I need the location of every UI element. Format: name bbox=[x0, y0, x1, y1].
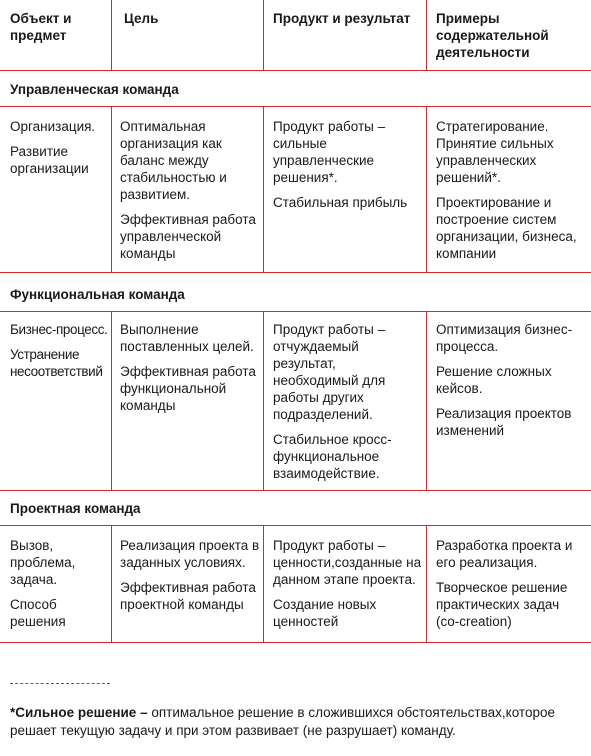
section-title-management: Управленческая команда bbox=[10, 82, 179, 97]
cell-object: Бизнес-процесс. Устранение несоответствий bbox=[10, 322, 108, 379]
column-divider bbox=[263, 311, 264, 490]
column-divider bbox=[111, 525, 112, 642]
column-divider bbox=[263, 106, 264, 272]
header-goal: Цель bbox=[124, 11, 159, 26]
cell-product: Продукт работы – сильные управленческие решения*. Стабильная прибыль bbox=[273, 119, 408, 210]
section-divider bbox=[0, 490, 591, 491]
column-divider bbox=[111, 106, 112, 272]
column-divider bbox=[426, 311, 427, 490]
cell-examples: Стратегирование. Принятие сильных управленческих решений*. Проектирование и построение систем организации, бизнеса, компании bbox=[436, 119, 577, 261]
footnote bbox=[10, 704, 585, 740]
footnote-separator bbox=[10, 683, 110, 684]
table-header bbox=[0, 0, 591, 71]
header-object: Объект и предмет bbox=[10, 11, 72, 43]
section-divider bbox=[0, 311, 591, 312]
header-product: Продукт и результат bbox=[273, 11, 411, 26]
header-divider bbox=[111, 0, 112, 70]
column-divider bbox=[426, 106, 427, 272]
header-divider bbox=[263, 0, 264, 70]
cell-examples: Оптимизация бизнес-процесса. Решение сложных кейсов. Реализация проектов изменений bbox=[436, 322, 573, 438]
cell-examples: Разработка проекта и его реализация. Творческое решение практических задач (co-creation) bbox=[436, 538, 573, 629]
cell-product: Продукт работы – отчуждаемый результат, необходимый для работы других подразделений. Стабильное кросс-функциональное взаимодействие. bbox=[273, 322, 392, 481]
footnote-term: *Сильное решение – bbox=[10, 705, 148, 720]
section-divider bbox=[0, 272, 591, 273]
footnote-text: оптимальное решение в сложившихся обстоятельствах,которое решает текущую задачу и при этом развивает (не разрушает) команду. bbox=[10, 705, 555, 738]
cell-product: Продукт работы – ценности,созданные на данном этапе проекта. Создание новых ценностей bbox=[273, 538, 422, 629]
cell-goal: Выполнение поставленных целей. Эффективная работа функциональной команды bbox=[120, 322, 256, 413]
section-title-functional: Функциональная команда bbox=[10, 287, 185, 302]
header-divider bbox=[426, 0, 427, 70]
section-divider bbox=[0, 106, 591, 107]
cell-goal: Оптимальная организация как баланс между стабильностью и развитием. Эффективная работа управленческой команды bbox=[120, 119, 256, 261]
cell-object: Организация. Развитие организации bbox=[10, 119, 96, 176]
column-divider bbox=[263, 525, 264, 642]
section-divider bbox=[0, 642, 591, 643]
section-title-project: Проектная команда bbox=[10, 501, 141, 516]
column-divider bbox=[426, 525, 427, 642]
header-examples: Примеры содержательной деятельности bbox=[436, 11, 549, 60]
section-divider bbox=[0, 525, 591, 526]
column-divider bbox=[111, 311, 112, 490]
cell-goal: Реализация проекта в заданных условиях. Эффективная работа проектной команды bbox=[120, 538, 260, 612]
cell-object: Вызов, проблема, задача. Способ решения bbox=[10, 538, 76, 629]
